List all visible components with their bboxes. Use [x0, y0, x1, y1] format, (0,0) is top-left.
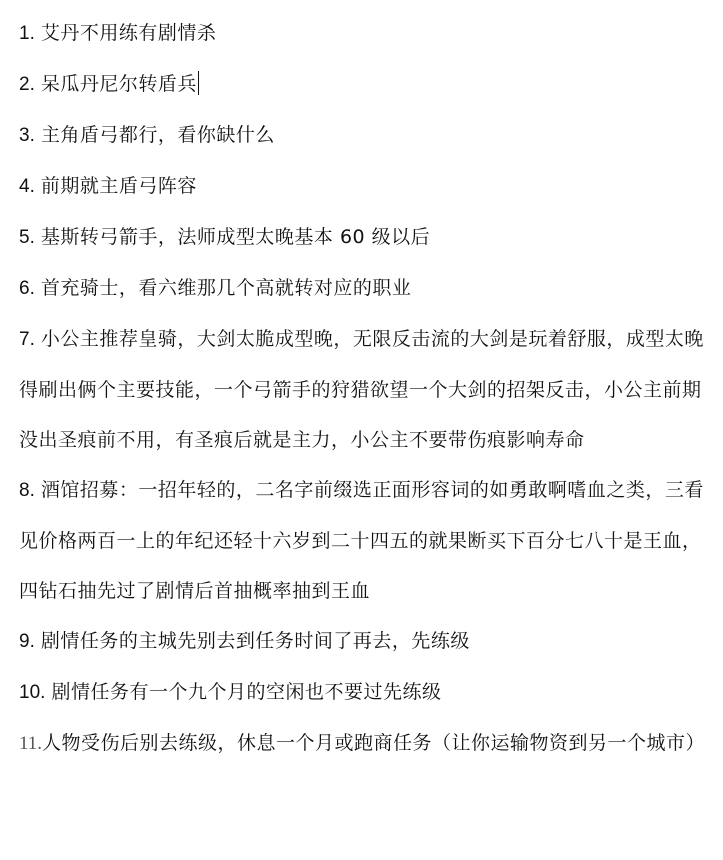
list-item — [19, 718, 709, 769]
item-number: 4. — [19, 176, 35, 197]
item-text: 呆瓜丹尼尔转盾兵 — [40, 73, 197, 95]
list-item — [19, 667, 709, 718]
item-number: 3. — [19, 125, 35, 146]
item-number: 2. — [19, 74, 35, 95]
list-item — [19, 59, 709, 110]
list-item — [19, 616, 709, 667]
text-cursor — [198, 71, 200, 95]
list-item — [19, 161, 709, 212]
list-item — [19, 110, 709, 161]
item-text: 基斯转弓箭手，法师成型太晚基本 60 级以后 — [40, 226, 431, 248]
item-text: 首充骑士，看六维那几个高就转对应的职业 — [40, 277, 412, 299]
item-number: 6. — [19, 278, 35, 299]
item-text: 小公主推荐皇骑，大剑太脆成型晚，无限反击流的大剑是玩着舒服，成型太晚得刷出俩个主要技能，一个弓箭手的狩猎欲望一个大剑的招架反击，小公主前期没出圣痕前不用，有圣痕后就是主力，小公主不要带伤痕影响寿命 — [19, 328, 704, 451]
item-text: 人物受伤后别去练级，休息一个月或跑商任务（让你运输物资到另一个城市） — [42, 732, 706, 754]
list-item — [19, 8, 709, 59]
item-text: 酒馆招募：一招年轻的，二名字前缀选正面形容词的如勇敢啊嗜血之类，三看见价格两百一上的年纪还轻十六岁到二十四五的就果断买下百分七八十是王血，四钻石抽先过了剧情后首抽概率抽到王血 — [19, 479, 704, 602]
item-number: 5. — [19, 227, 35, 248]
item-number: 11. — [19, 733, 43, 754]
item-number: 9. — [19, 631, 35, 652]
item-text: 艾丹不用练有剧情杀 — [40, 22, 217, 44]
item-number: 7. — [19, 329, 35, 350]
item-text: 剧情任务的主城先别去到任务时间了再去，先练级 — [40, 630, 470, 652]
item-number: 1. — [19, 23, 35, 44]
document-body[interactable] — [19, 8, 709, 769]
item-text: 主角盾弓都行，看你缺什么 — [40, 124, 275, 146]
item-text: 前期就主盾弓阵容 — [40, 175, 197, 197]
item-number: 8. — [19, 480, 35, 501]
list-item — [19, 465, 709, 616]
item-text: 剧情任务有一个九个月的空闲也不要过先练级 — [51, 681, 442, 703]
list-item — [19, 212, 709, 263]
list-item — [19, 314, 709, 465]
item-number: 10. — [19, 682, 46, 703]
list-item — [19, 263, 709, 314]
